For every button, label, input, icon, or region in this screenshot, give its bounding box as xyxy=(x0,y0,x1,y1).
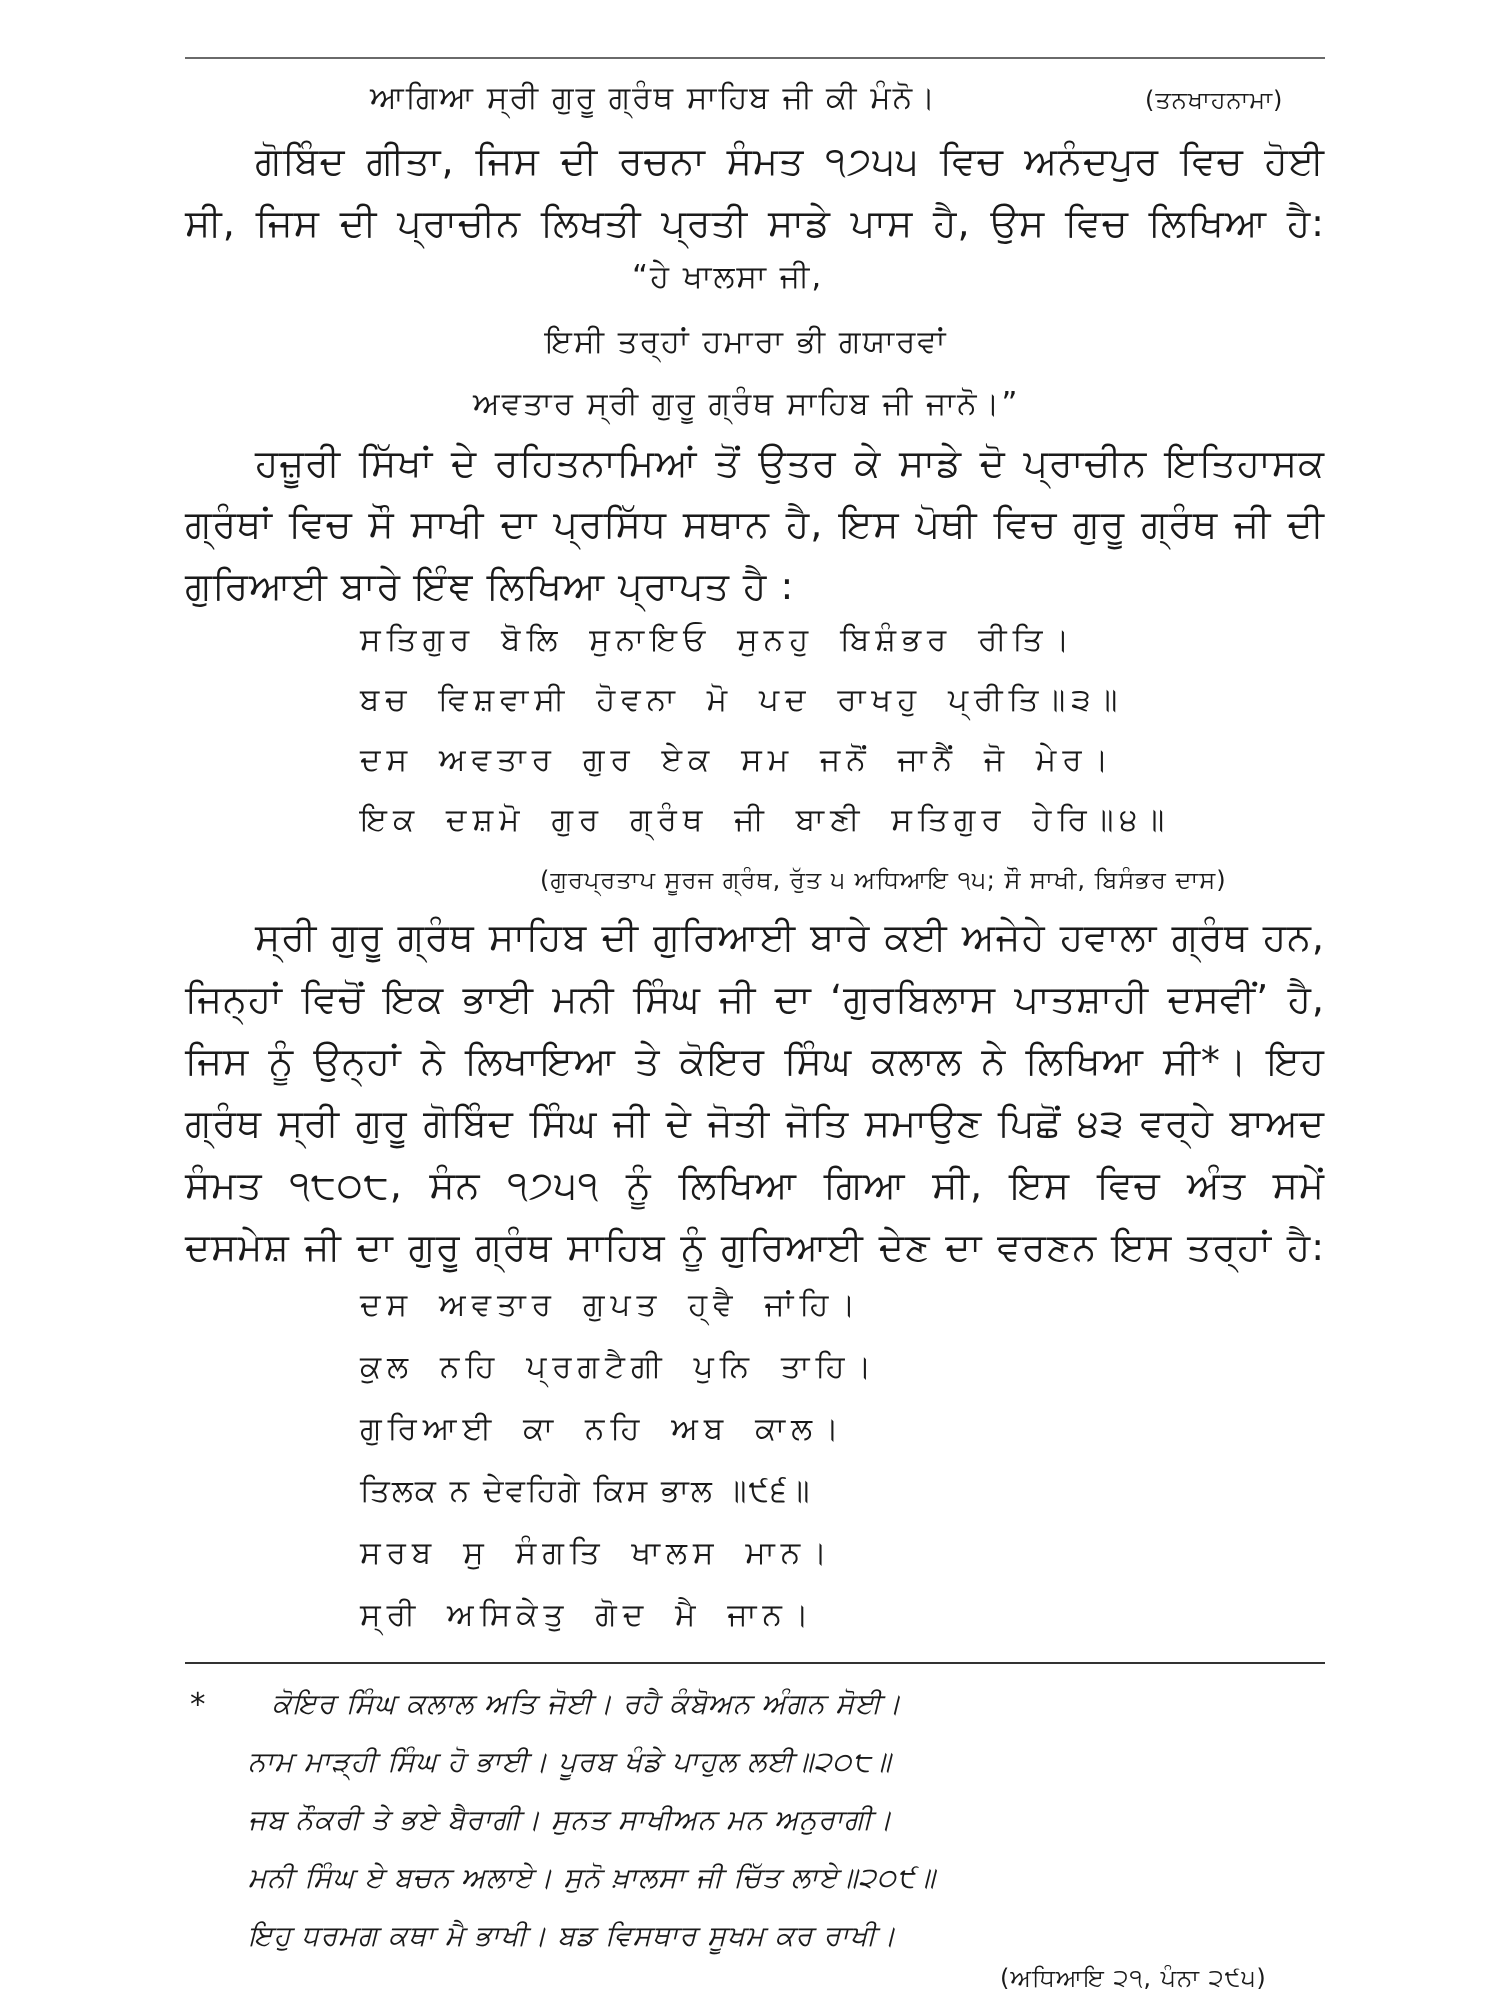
sau-sakhi-verse-line-4: ਇਕ ਦਸ਼ਮੋ ਗੁਰ ਗ੍ਰੰਥ ਜੀ ਬਾਣੀ ਸਤਿਗੁਰ ਹੇਰਿ॥੪॥ xyxy=(360,802,1171,838)
gurbilas-verse-line-1: ਦਸ ਅਵਤਾਰ ਗੁਪਤ ਹ੍ਵੈ ਜਾਂਹਿ। xyxy=(360,1287,862,1323)
gurbilas-verse-line-3: ਗੁਰਿਆਈ ਕਾ ਨਹਿ ਅਬ ਕਾਲ। xyxy=(360,1411,845,1447)
sau-sakhi-verse-line-3: ਦਸ ਅਵਤਾਰ ਗੁਰ ਏਕ ਸਮ ਜਨੋਂ ਜਾਨੈਂ ਜੋ ਮੇਰ। xyxy=(360,742,1115,778)
opening-quote: ਆਗਿਆ ਸ੍ਰੀ ਗੁਰੂ ਗ੍ਰੰਥ ਸਾਹਿਬ ਜੀ ਕੀ ਮੰਨੋ। xyxy=(370,80,938,116)
gurbilas-verse-line-6: ਸ੍ਰੀ ਅਸਿਕੇਤੁ ਗੋਦ ਮੈ ਜਾਨ। xyxy=(360,1597,815,1633)
paragraph-3-line-1: ਸ੍ਰੀ ਗੁਰੂ ਗ੍ਰੰਥ ਸਾਹਿਬ ਦੀ ਗੁਰਿਆਈ ਬਾਰੇ ਕਈ ਅਜੇਹੇ ਹਵਾਲਾ ਗ੍ਰੰਥ ਹਨ, xyxy=(255,915,1325,959)
paragraph-3-line-3: ਜਿਸ ਨੂੰ ਉਨ੍ਹਾਂ ਨੇ ਲਿਖਾਇਆ ਤੇ ਕੋਇਰ ਸਿੰਘ ਕਲਾਲ ਨੇ ਲਿਖਿਆ ਸੀ*। ਇਹ xyxy=(185,1039,1325,1083)
footnote-line-2: ਨਾਮ ਮਾੜ੍ਹੀ ਸਿੰਘ ਹੋ ਭਾਈ। ਪੂਰਬ ਖੰਡੇ ਪਾਹੁਲ ਲਈ॥੨੦੮॥ xyxy=(248,1745,892,1778)
footnote-marker: * xyxy=(190,1687,208,1723)
paragraph-1-line-2: ਸੀ, ਜਿਸ ਦੀ ਪ੍ਰਾਚੀਨ ਲਿਖਤੀ ਪ੍ਰਤੀ ਸਾਡੇ ਪਾਸ ਹੈ, ਉਸ ਵਿਚ ਲਿਖਿਆ ਹੈ: xyxy=(185,201,1325,245)
paragraph-2-line-2: ਗ੍ਰੰਥਾਂ ਵਿਚ ਸੌ ਸਾਖੀ ਦਾ ਪ੍ਰਸਿੱਧ ਸਥਾਨ ਹੈ, ਇਸ ਪੋਥੀ ਵਿਚ ਗੁਰੂ ਗ੍ਰੰਥ ਜੀ ਦੀ xyxy=(185,502,1325,546)
gurbilas-verse-line-4: ਤਿਲਕ ਨ ਦੇਵਹਿਗੇ ਕਿਸ ਭਾਲ ॥੯੬॥ xyxy=(360,1473,812,1509)
top-divider xyxy=(185,57,1325,59)
paragraph-1-line-1: ਗੋਬਿੰਦ ਗੀਤਾ, ਜਿਸ ਦੀ ਰਚਨਾ ਸੰਮਤ ੧੭੫੫ ਵਿਚ ਅਨੰਦਪੁਰ ਵਿਚ ਹੋਈ xyxy=(255,139,1325,183)
footnote-line-3: ਜਬ ਨੌਕਰੀ ਤੇ ਭਏ ਬੈਰਾਗੀ। ਸੁਨਤ ਸਾਖੀਅਨ ਮਨ ਅਨੁਰਾਗੀ। xyxy=(248,1803,893,1836)
gurbilas-verse-line-2: ਕੁਲ ਨਹਿ ਪ੍ਰਗਟੈਗੀ ਪੁਨਿ ਤਾਹਿ। xyxy=(360,1349,878,1385)
footnote-divider xyxy=(185,1662,1325,1664)
gurbilas-verse-line-5: ਸਰਬ ਸੁ ਸੰਗਤਿ ਖਾਲਸ ਮਾਨ। xyxy=(360,1535,833,1571)
gita-quote-line-1: “ਹੇ ਖਾਲਸਾ ਜੀ, xyxy=(632,259,824,295)
footnote-line-1: ਕੋਇਰ ਸਿੰਘ ਕਲਾਲ ਅਤਿ ਜੋਈ। ਰਹੈ ਕੰਬੋਅਨ ਅੰਗਨ ਸੋਈ। xyxy=(272,1687,902,1720)
paragraph-3-line-4: ਗ੍ਰੰਥ ਸ੍ਰੀ ਗੁਰੂ ਗੋਬਿੰਦ ਸਿੰਘ ਜੀ ਦੇ ਜੋਤੀ ਜੋਤਿ ਸਮਾਉਣ ਪਿਛੋਂ ੪੩ ਵਰ੍ਹੇ ਬਾਅਦ xyxy=(185,1101,1325,1145)
footnote-line-5: ਇਹੁ ਧਰਮਗ ਕਥਾ ਮੈ ਭਾਖੀ। ਬਡ ਵਿਸਥਾਰ ਸੂਖਮ ਕਰ ਰਾਖੀ। xyxy=(248,1919,897,1952)
paragraph-2-line-3: ਗੁਰਿਆਈ ਬਾਰੇ ਇੰਞ ਲਿਖਿਆ ਪ੍ਰਾਪਤ ਹੈ : xyxy=(185,564,795,608)
gita-quote-line-2: ਇਸੀ ਤਰ੍ਹਾਂ ਹਮਾਰਾ ਭੀ ਗਯਾਰਵਾਂ xyxy=(545,324,948,360)
footnote-line-4: ਮਨੀ ਸਿੰਘ ਏ ਬਚਨ ਅਲਾਏ। ਸੁਨੋ ਖ਼ਾਲਸਾ ਜੀ ਚਿੱਤ ਲਾਏ॥੨੦੯॥ xyxy=(248,1861,936,1894)
opening-quote-source: (ਤਨਖਾਹਨਾਮਾ) xyxy=(1145,86,1284,114)
paragraph-3-line-6: ਦਸਮੇਸ਼ ਜੀ ਦਾ ਗੁਰੂ ਗ੍ਰੰਥ ਸਾਹਿਬ ਨੂੰ ਗੁਰਿਆਈ ਦੇਣ ਦਾ ਵਰਣਨ ਇਸ ਤਰ੍ਹਾਂ ਹੈ: xyxy=(185,1225,1325,1269)
verse-source-citation: (ਗੁਰਪ੍ਰਤਾਪ ਸੂਰਜ ਗ੍ਰੰਥ, ਰੁੱਤ ੫ ਅਧਿਆਇ ੧੫; ਸੌ ਸਾਖੀ, ਬਿਸੰਭਰ ਦਾਸ) xyxy=(540,866,1227,894)
paragraph-3-line-2: ਜਿਨ੍ਹਾਂ ਵਿਚੋਂ ਇਕ ਭਾਈ ਮਨੀ ਸਿੰਘ ਜੀ ਦਾ ‘ਗੁਰਬਿਲਾਸ ਪਾਤਸ਼ਾਹੀ ਦਸਵੀਂ’ ਹੈ, xyxy=(185,977,1325,1021)
sau-sakhi-verse-line-2: ਬਚ ਵਿਸ਼ਵਾਸੀ ਹੋਵਨਾ ਮੋ ਪਦ ਰਾਖਹੁ ਪ੍ਰੀਤਿ॥੩॥ xyxy=(360,682,1124,718)
gita-quote-line-3: ਅਵਤਾਰ ਸ੍ਰੀ ਗੁਰੂ ਗ੍ਰੰਥ ਸਾਹਿਬ ਜੀ ਜਾਨੋ।” xyxy=(473,386,1020,422)
paragraph-2-line-1: ਹਜ਼ੂਰੀ ਸਿੱਖਾਂ ਦੇ ਰਹਿਤਨਾਮਿਆਂ ਤੋਂ ਉਤਰ ਕੇ ਸਾਡੇ ਦੋ ਪ੍ਰਾਚੀਨ ਇਤਿਹਾਸਕ xyxy=(255,441,1325,485)
sau-sakhi-verse-line-1: ਸਤਿਗੁਰ ਬੋਲਿ ਸੁਨਾਇਓ ਸੁਨਹੁ ਬਿਸ਼ੰਭਰ ਰੀਤਿ। xyxy=(360,622,1076,658)
footnote-source: (ਅਧਿਆਇ ੨੧, ਪੰਨਾ ੨੯੫) xyxy=(1000,1964,1267,1992)
paragraph-3-line-5: ਸੰਮਤ ੧੮੦੮, ਸੰਨ ੧੭੫੧ ਨੂੰ ਲਿਖਿਆ ਗਿਆ ਸੀ, ਇਸ ਵਿਚ ਅੰਤ ਸਮੇਂ xyxy=(185,1163,1325,1207)
